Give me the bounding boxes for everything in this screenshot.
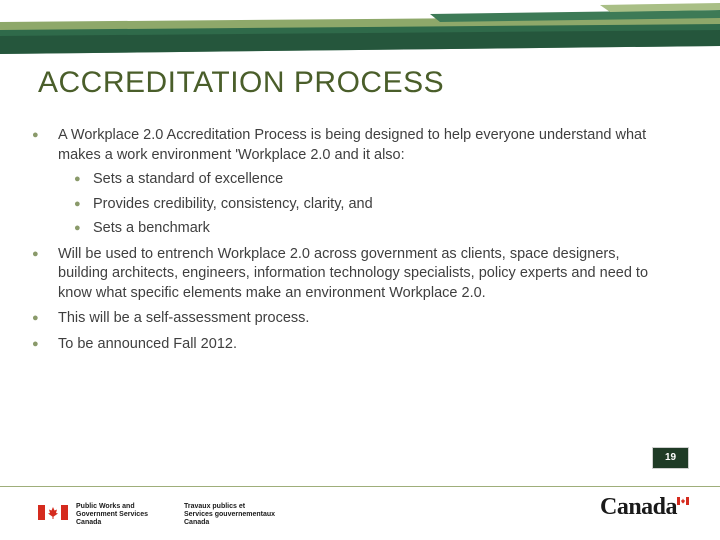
slide-body — [28, 126, 668, 354]
header-banner — [0, 0, 720, 62]
sub-bullet-item — [28, 219, 668, 239]
bullet-item — [28, 335, 668, 355]
page-number: 19 — [652, 447, 689, 469]
bullet-icon: ● — [74, 197, 81, 210]
sub-bullet-item — [28, 170, 668, 190]
bullet-icon: ● — [32, 247, 39, 260]
bullet-text: A Workplace 2.0 Accreditation Process is being designed to help everyone understand what makes a work environment 'Workplace 2.0 and it also: — [58, 127, 647, 163]
canada-wordmark: Canada — [600, 494, 678, 520]
bullet-icon: ● — [32, 129, 39, 141]
bullet-item — [28, 309, 668, 329]
bullet-text: Sets a standard of excellence — [93, 171, 284, 187]
bullet-icon: ● — [32, 312, 39, 324]
bullet-text: This will be a self-assessment process. — [58, 310, 310, 326]
bullet-text: Sets a benchmark — [93, 220, 210, 236]
bullet-item — [28, 126, 668, 165]
wordmark-flag-icon — [677, 497, 689, 505]
sub-bullet-item — [28, 195, 668, 215]
footer-divider — [0, 486, 720, 487]
bullet-icon: ● — [74, 222, 81, 234]
dept-name-fr: Travaux publics et Services gouvernementaux Canada — [184, 503, 276, 526]
bullet-icon: ● — [32, 337, 39, 350]
bullet-text: To be announced Fall 2012. — [58, 335, 237, 352]
bullet-text: Provides credibility, consistency, clarity, and — [93, 195, 373, 212]
bullet-item — [28, 245, 668, 304]
canada-flag-icon — [38, 505, 68, 520]
dept-name-en: Public Works and Government Services Canada — [76, 503, 148, 526]
slide-title: ACCREDITATION PROCESS — [38, 66, 445, 99]
bullet-text: Will be used to entrench Workplace 2.0 across government as clients, space designers, building architects, engineers, information technology specialists, policy experts and need to know what specific elements make an environment Workplace 2.0. — [58, 245, 649, 301]
bullet-icon: ● — [74, 173, 81, 185]
